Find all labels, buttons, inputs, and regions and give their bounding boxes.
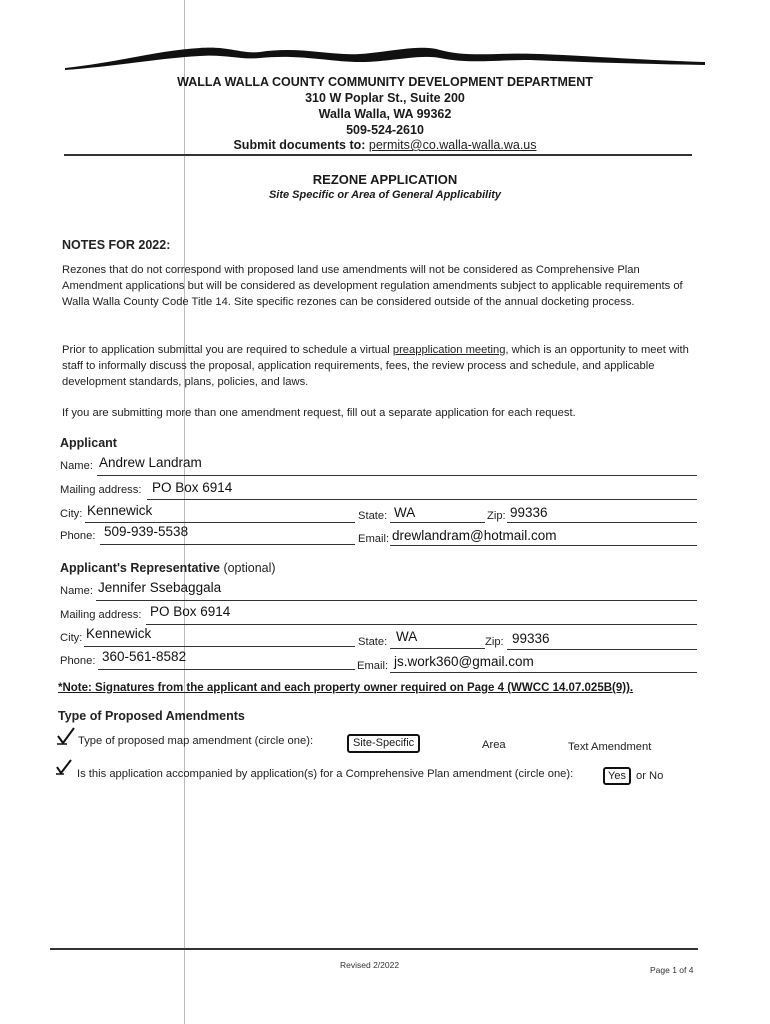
rep-city-label: City: [60, 632, 83, 644]
amendment-q1-label: Type of proposed map amendment (circle one): [78, 735, 314, 747]
applicant-zip-underline [507, 522, 697, 523]
footer-divider [50, 948, 698, 950]
rep-name-label: Name: [60, 585, 93, 597]
applicant-phone-field[interactable]: 509-939-5538 [104, 524, 189, 539]
amendment-q2-label: Is this application accompanied by application(s) for a Comprehensive Plan amendment (circle one): [77, 768, 574, 780]
applicant-email-label: Email: [358, 533, 390, 545]
representative-optional: (optional) [219, 561, 276, 575]
rep-mailing-field[interactable]: PO Box 6914 [150, 604, 231, 619]
signature-note: *Note: Signatures from the applicant and each property owner required on Page 4 (WWCC 14.07.025B(9)). [58, 682, 634, 694]
revised-date: Revised 2/2022 [340, 960, 400, 970]
rep-name-underline [96, 600, 697, 601]
submit-line [0, 138, 770, 153]
applicant-mailing-field[interactable]: PO Box 6914 [152, 480, 233, 495]
rep-state-label: State: [358, 636, 388, 648]
amendments-heading: Type of Proposed Amendments [58, 709, 245, 723]
rep-name-field[interactable]: Jennifer Ssebaggala [98, 580, 222, 595]
rep-state-underline [390, 648, 485, 649]
applicant-heading: Applicant [60, 436, 117, 450]
address-line-1: 310 W Poplar St., Suite 200 [305, 91, 465, 105]
rep-phone-underline [98, 669, 355, 670]
checkmark-icon-q1[interactable] [56, 726, 76, 746]
rep-zip-label: Zip: [485, 636, 504, 648]
rep-city-field[interactable]: Kennewick [86, 626, 152, 641]
page-title: REZONE APPLICATION [312, 172, 458, 187]
address-line-2: Walla Walla, WA 99362 [318, 107, 452, 121]
rep-phone-field[interactable]: 360-561-8582 [102, 649, 187, 664]
checkmark-icon-q2[interactable] [55, 758, 73, 776]
notes-paragraph-1: Rezones that do not correspond with proposed land use amendments will not be considered as Comprehensive Plan Amendment applications but will be considered as development regulation amendments subject to applicable requirements of Walla Walla County Code Title 14. Site specific rezones can be considered outside of the annual docketing process. [62, 264, 683, 308]
notes-p2-pre: Prior to application submittal you are required to schedule a virtual [62, 344, 393, 356]
applicant-zip-field[interactable]: 99336 [510, 505, 548, 520]
option-area[interactable]: Area [482, 739, 506, 751]
applicant-mailing-underline [147, 499, 697, 500]
option-text-amendment[interactable]: Text Amendment [568, 741, 652, 753]
rep-zip-field[interactable]: 99336 [512, 631, 550, 646]
applicant-name-underline [97, 475, 697, 476]
applicant-state-underline [390, 522, 485, 523]
option-site-specific-circled[interactable]: Site-Specific [347, 734, 420, 753]
department-phone: 509-524-2610 [346, 123, 424, 137]
preapplication-meeting-link[interactable]: preapplication meeting [392, 344, 506, 356]
notes-paragraph-2 [62, 342, 702, 390]
representative-heading: Applicant's Representative [60, 561, 220, 575]
applicant-name-field[interactable]: Andrew Landram [99, 455, 202, 470]
option-or-no[interactable]: or No [636, 770, 664, 782]
rep-phone-label: Phone: [60, 655, 96, 667]
rep-city-underline [84, 646, 355, 647]
applicant-email-field[interactable]: drewlandram@hotmail.com [392, 528, 557, 543]
applicant-zip-label: Zip: [487, 510, 506, 522]
rep-mailing-label: Mailing address: [60, 609, 142, 621]
notes-paragraph-3: If you are submitting more than one amendment request, fill out a separate application for each request. [62, 407, 576, 419]
applicant-phone-underline [100, 544, 355, 545]
notes-p2-post: , which is an opportunity to meet with staff to informally discuss the proposal, application requirements, fees, the review process and schedule, and applicable development standards, plans, policies, and laws. [62, 344, 689, 388]
representative-heading-row [60, 561, 276, 575]
applicant-state-field[interactable]: WA [394, 505, 416, 520]
county-logo-swoosh [60, 40, 710, 76]
option-yes-circled[interactable]: Yes [603, 767, 631, 785]
applicant-mailing-label: Mailing address: [60, 484, 142, 496]
submit-label: Submit documents to: [233, 138, 366, 152]
notes-heading: NOTES FOR 2022: [62, 238, 171, 252]
submit-email-link[interactable]: permits@co.walla-walla.wa.us [368, 138, 537, 152]
applicant-city-underline [85, 522, 355, 523]
rep-email-field[interactable]: js.work360@gmail.com [394, 654, 534, 669]
rep-zip-underline [507, 649, 697, 650]
applicant-state-label: State: [358, 510, 388, 522]
header-divider [64, 154, 692, 156]
rep-email-label: Email: [357, 660, 389, 672]
applicant-name-label: Name: [60, 460, 93, 472]
applicant-email-underline [390, 545, 697, 546]
page-subtitle: Site Specific or Area of General Applicability [268, 189, 502, 201]
rep-state-field[interactable]: WA [396, 629, 418, 644]
applicant-city-field[interactable]: Kennewick [87, 503, 153, 518]
rep-email-underline [390, 672, 697, 673]
rep-mailing-underline [146, 624, 697, 625]
applicant-phone-label: Phone: [60, 530, 96, 542]
department-name: WALLA WALLA COUNTY COMMUNITY DEVELOPMENT DEPARTMENT [177, 75, 593, 89]
page-number: Page 1 of 4 [650, 965, 694, 975]
applicant-city-label: City: [60, 508, 83, 520]
